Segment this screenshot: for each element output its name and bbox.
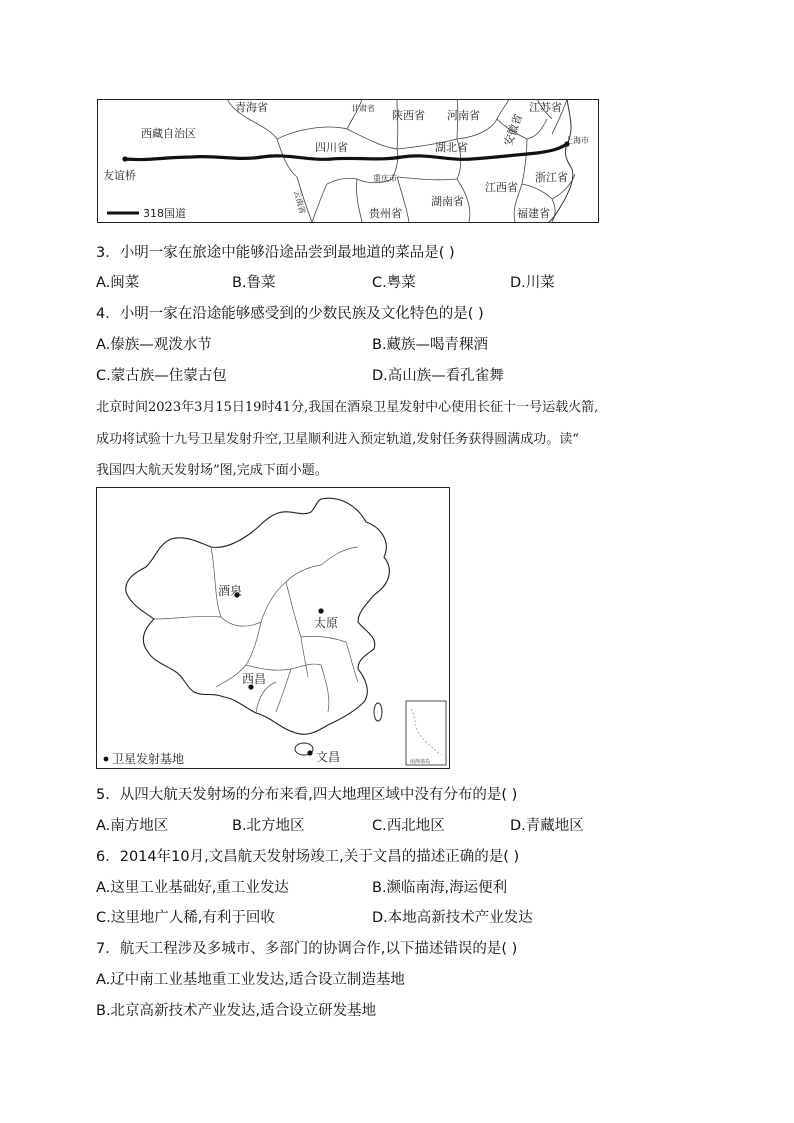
passage-line-3: 我国四大航天发射场”图,完成下面小题。 (96, 463, 328, 478)
passage-line-1: 北京时间2023年3月15日19时41分,我国在酒泉卫星发射中心使用长征十一号运载火箭, (96, 400, 599, 415)
label-anhui: 安徽省 (501, 112, 526, 148)
q5-option-c[interactable]: C.西北地区 (372, 818, 445, 834)
q4-option-d[interactable]: D.高山族—看孔雀舞 (372, 368, 504, 384)
q5-option-b[interactable]: B.北方地区 (232, 818, 305, 834)
legend-launch-base: 卫星发射基地 (112, 752, 185, 766)
label-jiangsu: 江苏省 (529, 101, 562, 114)
site-taiyuan-dot (318, 608, 323, 613)
question-6: 6．2014年10月,文昌航天发射场竣工,关于文昌的描述正确的是( ) (96, 849, 520, 865)
launch-sites-map (96, 487, 450, 769)
q3-option-a[interactable]: A.闽菜 (96, 275, 140, 291)
label-youyi: 友谊桥 (103, 169, 136, 182)
question-7: 7．航天工程涉及多城市、多部门的协调合作,以下描述错误的是( ) (96, 941, 518, 957)
site-xichang: 西昌 (242, 672, 267, 686)
question-5: 5．从四大航天发射场的分布来看,四大地理区域中没有分布的是( ) (96, 787, 518, 803)
site-wenchang: 文昌 (316, 750, 341, 764)
label-zhejiang: 浙江省 (535, 171, 568, 184)
q7-option-a[interactable]: A.辽中南工业基地重工业发达,适合设立制造基地 (96, 972, 405, 988)
q4-option-a[interactable]: A.傣族—观泼水节 (96, 337, 212, 353)
inset-label: 南海诸岛 (410, 759, 431, 765)
route-318-map (97, 99, 599, 223)
q6-option-d[interactable]: D.本地高新技术产业发达 (372, 910, 533, 926)
label-guizhou: 贵州省 (369, 207, 402, 220)
label-gansu: 甘肃省 (351, 104, 375, 113)
label-qinghai: 青海省 (235, 101, 268, 114)
q3-option-d[interactable]: D.川菜 (510, 275, 555, 291)
site-jiuquan: 酒泉 (218, 584, 243, 598)
label-shanghai: 上海市 (565, 136, 589, 145)
question-3: 3．小明一家在旅途中能够沿途品尝到最地道的菜品是( ) (96, 245, 455, 261)
question-4: 4．小明一家在沿途能够感受到的少数民族及文化特色的是( ) (96, 306, 484, 322)
passage-line-2: 成功将试验十九号卫星发射升空,卫星顺利进入预定轨道,发射任务获得圆满成功。读“ (96, 432, 579, 447)
label-henan: 河南省 (447, 109, 480, 122)
label-shaanxi: 陕西省 (392, 109, 425, 122)
q3-option-c[interactable]: C.粤菜 (372, 275, 416, 291)
label-sichuan: 四川省 (315, 141, 348, 154)
label-yunnan: 云南省 (292, 189, 307, 215)
label-hubei: 湖北省 (435, 141, 468, 154)
q6-option-b[interactable]: B.濒临南海,海运便利 (372, 880, 508, 896)
label-fujian: 福建省 (517, 207, 550, 220)
q6-option-c[interactable]: C.这里地广人稀,有利于回收 (96, 910, 275, 926)
q4-option-b[interactable]: B.藏族—喝青稞酒 (372, 337, 489, 353)
legend-318: 318国道 (143, 207, 186, 220)
label-tibet: 西藏自治区 (141, 127, 196, 140)
site-taiyuan: 太原 (314, 616, 339, 630)
label-hunan: 湖南省 (431, 195, 464, 208)
legend-site-dot (104, 757, 109, 762)
q3-option-b[interactable]: B.鲁菜 (232, 275, 276, 291)
label-jiangxi: 江西省 (485, 181, 518, 194)
site-wenchang-dot (307, 750, 312, 755)
q5-option-a[interactable]: A.南方地区 (96, 818, 169, 834)
q7-option-b[interactable]: B.北京高新技术产业发达,适合设立研发基地 (96, 1003, 377, 1019)
q5-option-d[interactable]: D.青藏地区 (510, 818, 584, 834)
q4-option-c[interactable]: C.蒙古族—住蒙古包 (96, 368, 227, 384)
label-chongqing: 重庆市 (373, 174, 397, 183)
q6-option-a[interactable]: A.这里工业基础好,重工业发达 (96, 880, 289, 896)
